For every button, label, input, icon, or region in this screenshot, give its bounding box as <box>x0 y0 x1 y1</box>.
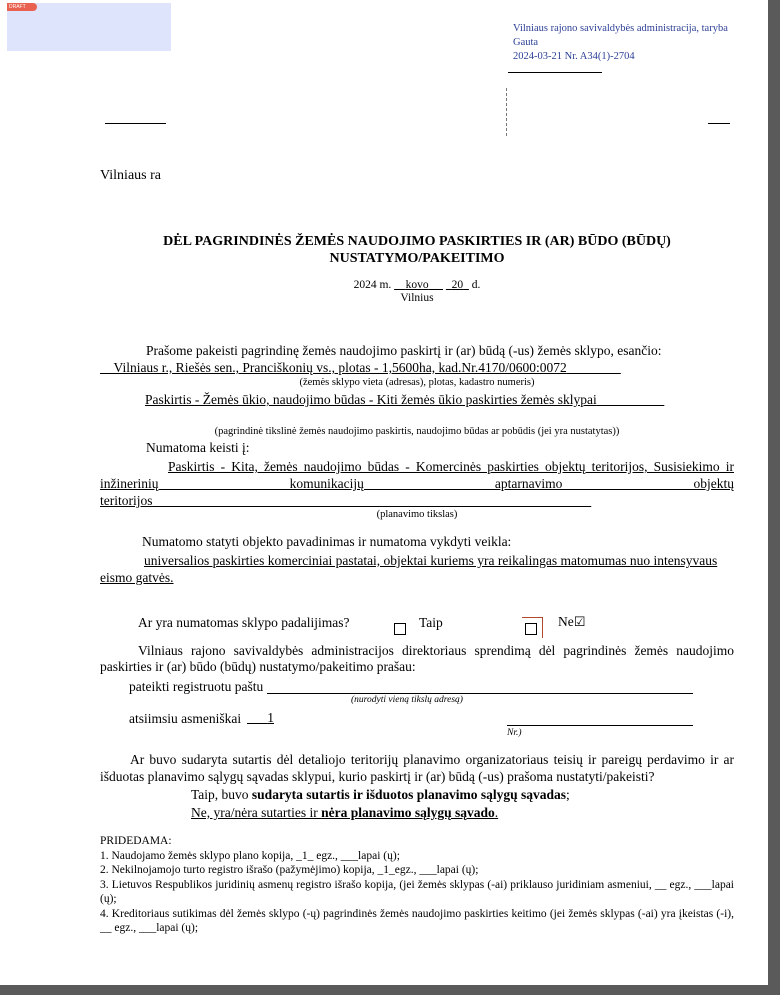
location-value: Vilniaus r., Riešės sen., Pranciškonių vs., plotas - 1,5600ha, kad.Nr.4170/0600:0072 <box>113 360 567 375</box>
attachment-item: 3. Lietuvos Respublikos juridinių asmenų registro išrašo kopija, (jei žemės sklypas (-ai) priklauso juridiniam asmeniui, __ egz., ___lapai (ų); <box>100 878 734 905</box>
date-year: 2024 m. <box>353 279 392 291</box>
right-caption: Nr.) <box>507 728 522 738</box>
option-yes-end: ; <box>566 787 570 802</box>
planned-use-field <box>100 458 734 509</box>
registration-underline <box>508 72 602 73</box>
date-month: kovo <box>405 279 429 291</box>
signature-line[interactable] <box>507 725 693 726</box>
division-question: Ar yra numatomas sklypo padalijimas? <box>138 615 350 630</box>
registration-number: 2024-03-21 Nr. A34(1)-2704 <box>513 51 635 62</box>
agreement-option-no <box>191 805 498 821</box>
division-no-option[interactable] <box>558 614 585 630</box>
delivery-pickup-label: atsiimsiu asmeniškai <box>129 711 242 726</box>
document-date <box>100 279 734 305</box>
option-no-bold: nėra planavimo sąlygų sąvado <box>321 805 495 820</box>
post-caption: (nurodyti vieną tikslų adresą) <box>351 695 463 704</box>
object-value: universalios paskirties komerciniai pastatai, objektai kuriems yra reikalingas matomumas nuo intensyvaus eismo gatvės. <box>100 553 718 585</box>
attachment-item: 1. Naudojamo žemės sklypo plano kopija, _1_ egz., ___lapai (ų); <box>100 849 400 862</box>
registration-office: Vilniaus rajono savivaldybės administracija, taryba <box>513 23 728 34</box>
date-day-suffix: d. <box>471 279 481 291</box>
current-use-caption: (pagrindinė tikslinė žemės naudojimo paskirtis, naudojimo būdas ar pobūdis (jei yra nustatytas)) <box>214 426 620 437</box>
division-no-box[interactable] <box>525 623 537 635</box>
agreement-question: Ar buvo sudaryta sutartis dėl detaliojo teritorijų planavimo organizatoriaus teisių ir pareigų perdavimo ir ar išduotas planavimo sąlygų sąvadas sklypui, kurio paskirtį ir (ar) būdą (-us) prašoma nustatyti/pakeisti? <box>100 752 734 784</box>
title-line-2: NUSTATYMO/PAKEITIMO <box>329 251 505 266</box>
current-use-value: Paskirtis - Žemės ūkio, naudojimo būdas - Kiti žemės ūkio paskirties žemės sklypai <box>145 392 597 407</box>
division-yes-label: Taip <box>419 615 443 630</box>
stamp-tag[interactable]: DRAFT <box>7 3 37 11</box>
annotation-stamp[interactable] <box>7 3 171 51</box>
attachments-list <box>100 834 734 936</box>
delivery-intro: Vilniaus rajono savivaldybės administracijos direktoriaus sprendimą dėl pagrindinės žemės naudojimo paskirties ir (ar) būdo (būdų) nustatymo/pakeitimo prašau: <box>100 643 734 674</box>
option-yes-plain: Taip, buvo <box>191 787 252 802</box>
header-city: Vilniaus ra <box>100 168 161 183</box>
object-label: Numatomo statyti objekto pavadinimas ir numatoma vykdyti veikla: <box>142 534 512 549</box>
document-place: Vilnius <box>400 292 434 304</box>
header-line-right <box>708 123 730 124</box>
current-use-field <box>100 391 734 408</box>
option-yes-bold: sudaryta sutartis ir išduotos planavimo sąlygų sąvadas <box>251 787 566 802</box>
option-no-end: . <box>494 805 499 820</box>
planned-label: Numatoma keisti į: <box>146 440 250 455</box>
checked-checkbox-icon: ☑ <box>573 615 586 630</box>
date-day: 20 <box>451 279 464 291</box>
location-field <box>100 360 720 376</box>
request-intro: Prašome pakeisti pagrindinę žemės naudojimo paskirtį ir (ar) būdą (-us) žemės sklypo, esančio: <box>146 343 662 358</box>
field-separator <box>506 88 507 136</box>
post-address-line[interactable] <box>267 693 693 694</box>
registration-status: Gauta <box>513 37 539 48</box>
attachment-item: 4. Kreditoriaus sutikimas dėl žemės sklypo (-ų) pagrindinės žemės naudojimo paskirties keitimo (jei žemės sklypas (-ai) yra įkeistas (-i), __ egz., ___lapai (ų); <box>100 907 734 934</box>
attachment-item: 2. Nekilnojamojo turto registro išrašo (pažymėjimo) kopija, _1_egz., ___lapai (ų); <box>100 864 479 876</box>
division-no-label: Ne <box>558 614 574 629</box>
pickup-field[interactable] <box>247 710 274 726</box>
title-line-1: DĖL PAGRINDINĖS ŽEMĖS NAUDOJIMO PASKIRTIES IR (AR) BŪDO (BŪDŲ) <box>163 234 671 249</box>
delivery-post-label: pateikti registruotu paštu <box>129 679 264 694</box>
planned-use-value: Paskirtis - Kita, žemės naudojimo būdas - Komercinės paskirties objektų teritorijos, Susisiekimo ir inžinerinių komunikacijų aptarnavimo objektų teritorijos <box>100 459 734 508</box>
registration-block <box>513 22 728 64</box>
planned-caption: (planavimo tikslas) <box>376 509 458 520</box>
pickup-mark: 1 <box>267 710 274 725</box>
attachments-heading: PRIDEDAMA: <box>100 835 172 847</box>
option-no-plain: Ne, yra/nėra sutarties ir <box>191 805 322 820</box>
division-yes-checkbox[interactable] <box>394 623 406 635</box>
header-line-left <box>105 123 166 124</box>
document-title <box>100 233 734 267</box>
agreement-option-yes <box>191 787 570 803</box>
location-caption: (žemės sklypo vieta (adresas), plotas, kadastro numeris) <box>299 377 535 388</box>
